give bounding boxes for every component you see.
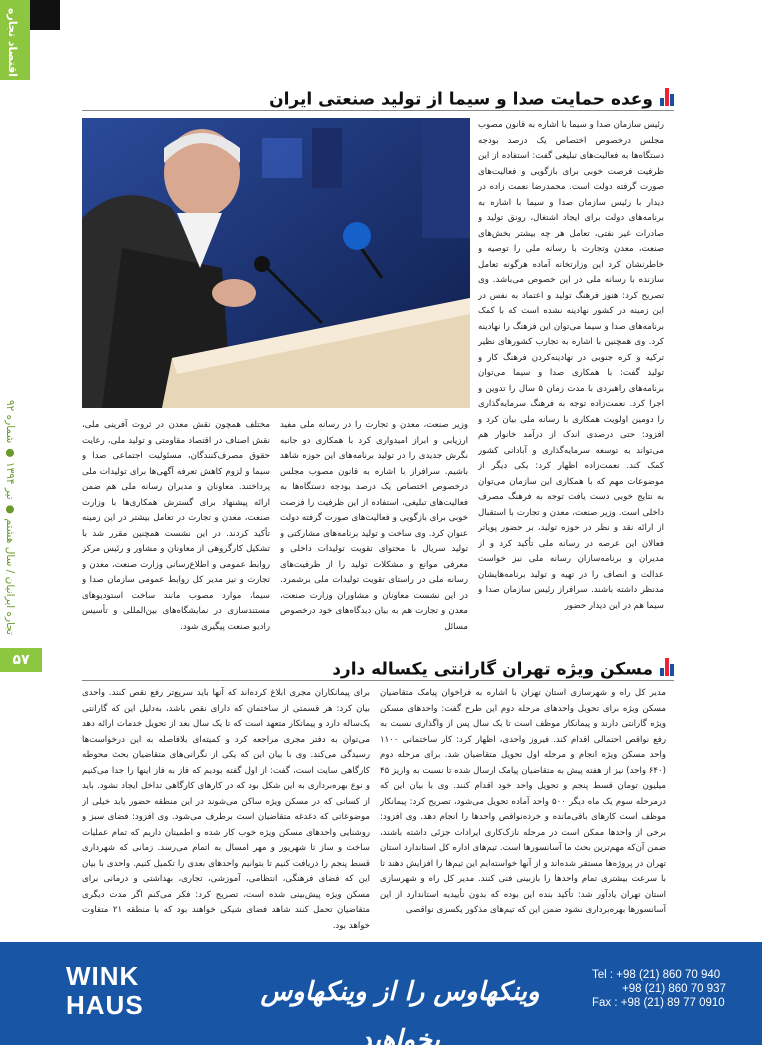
title-divider bbox=[82, 110, 674, 111]
contact-info bbox=[592, 968, 742, 1010]
article1-title: وعده حمایت صدا و سیما از تولید صنعتی ایران bbox=[269, 89, 653, 110]
article1-photo bbox=[82, 118, 470, 408]
article2-column-right: مدیر کل راه و شهرسازی استان تهران با اشاره به فراخوان پیامک متقاضیان مسکن ویژه برای تحویل واحدهای مرحله دوم این طرح گفت: واحدهای مسکن ویژه گارانتی دارند و پیمانکار موظف است تا یک سال پس از واگذاری نسبت به رفع نواقص احتمالی اقدام کند. فیروز واحدی، اظهار کرد: کار ساختمانی ۱۱۰۰ واحد مسکن ویژه انجام و مرحله اول تحویل متقاضیان شد. برای مرحله دوم (۶۴۰ واحد) نیز از هفته پیش به متقاضیان پیامک ارسال شده تا نسبت به واریز ۴۵ میلیون تومان قسط پنجم و تحویل واحد خود اقدام کنند. وی با بیان این که درمرحله سوم یک ماه دیگر ۵۰۰ واحد آماده تحویل می‌شود، تصریح کرد: پیمانکار موظف است کارهای باقی‌مانده و خرده‌نواقص واحدها را انجام دهد. وی افزود: برخی از واحدها ممکن است در مرحله نازک‌کاری ایرادات جزئی داشته باشند، ضمن آن‌که مهم‌ترین بحث ما آسانسورها است. تیم‌های اداره کل استاندارد استان تهران در پروژه‌ها مستقر شده‌اند و از آنها خواسته‌ایم این تیم‌ها را افزایش دهند تا با سرعت بیشتری تمام واحدها را بازبینی فنی کنند. مدیر کل راه و شهرسازی استان تهران یادآور شد: تأکید بنده این بوده که بدون تأییدیه استاندارد از این آسانسورها بهره‌برداری نشود ضمن این که تیم‌های مذکور یکسری نواقصی bbox=[380, 688, 666, 915]
article2-title-row bbox=[332, 658, 674, 681]
article1-title-row bbox=[269, 88, 674, 111]
article1-column-middle: وزیر صنعت، معدن و تجارت را در رسانه ملی مفید ارزیابی و ابراز امیدواری کرد با همکاری دو جانبه نگرش جدیدی را در تولید برنامه‌های این حوزه شاهد باشیم. سرافراز با اشاره به قانون مصوب مجلس درخصوص اختصاص یک درصد بودجه دستگاه‌ها به فعالیت‌های تبلیغی، استفاده از این ظرفیت را فرصت خوبی برای بازگویی و فعالیت‌های صورت گرفته دولت عنوان کرد. وی ساخت و تولید برنامه‌های مشارکتی و تولید سریال با محتوای تقویت تولیدات داخلی و معرفی موانع و مشکلات تولید را از ظرفیت‌های رسانه ملی در راستای تقویت تولیدات ملی برشمرد. در این نشست معاونان و مشاوران وزارت صنعت، معدن و تجارت هم به بیان دیدگاه‌های خود درخصوص مسائل bbox=[280, 420, 468, 632]
article2-column-left: برای پیمانکاران مجری ابلاغ کرده‌اند که آنها باید سریع‌تر رفع نقص کنند. واحدی بیان کرد: هر قسمتی از ساختمان که دارای نقص باشد، به‌دلیل این که گارانتی یک‌ساله دارد و پیمانکار متعهد است که تا یک سال بعد از تحویل خدمات ارائه دهد می‌توان به دفتر مجری مراجعه کرد و کمیته‌ای بلافاصله به این درخواست‌ها رسیدگی می‌کند. وی با بیان این که یکی از نگرانی‌های متقاضیان بحث محوطه کارگاهی سایت است، گفت: از اول گفته بودیم که فاز به فاز اینها را جدا می‌کنیم و نوع بهره‌برداری به این شکل بود که در کارهای کارگاهی تداخل ایجاد نشود. باید از کسانی که در مسکن ویژه ساکن می‌شوند در این منطقه حضور یابد خیلی از موضوعاتی که دغدغه متقاضیان است برطرف می‌شود. وی افزود: فضای سبز و روشنایی واحدهای مسکن ویژه خوب کار شده و اطمینان داریم که تمام عملیات ساخت و ساز تا شهریور و مهر امسال به اتمام می‌رسد. زمانی که شهرداری قسط پنجم را دریافت کنیم تا بتوانیم واحدهای بعدی را تکمیل کنیم. واحدی با بیان این که فضای فرهنگی، انتظامی، آموزشی، تجاری، بهداشتی و درمانی برای مسکن ویژه پیش‌بینی شده است، تصریح کرد: فکر می‌کنم اگر مدت دیگری متقاضیان تحمل کنند شاهد فضای شیکی خواهند بود که با منطقه ۲۱ متفاوت خواهد بود. bbox=[82, 688, 370, 931]
issue-info-text: تجاره ایرانیان / سال هشتم ● تیر ۱۳۹۴ ● شماره ۹۲ bbox=[4, 400, 16, 635]
logo-line1: WINK bbox=[66, 961, 140, 991]
brand-slogan: وینکهاوس را از وینکهاوس بخواهید bbox=[260, 977, 540, 1055]
winkhaus-logo bbox=[66, 962, 156, 1024]
logo-line2: HAUS bbox=[66, 990, 144, 1020]
article2-title: مسکن ویژه تهران گارانتی یکساله دارد bbox=[332, 659, 653, 680]
issue-info-strip bbox=[4, 400, 32, 640]
phone-number-2: +98 (21) 860 70 937 bbox=[622, 983, 726, 995]
section-tab bbox=[0, 0, 30, 80]
phone-number: Tel : +98 (21) 860 70 940 bbox=[592, 969, 721, 981]
section-tab-label: اقتصاد تجاره bbox=[6, 8, 19, 77]
section-tab-corner bbox=[30, 0, 60, 30]
article1-column-right: رئیس سازمان صدا و سیما با اشاره به قانون مصوب مجلس درخصوص اختصاص یک درصد بودجه دستگاه‌ها به فعالیت‌های تبلیغی گفت: استفاده از این ظرفیت فرصت خوبی برای بازگویی و فعالیت‌های صورت گرفته دولت است. محمدرضا نعمت زاده در دیدار با رئیس سازمان صدا و سیما با اشاره به برنامه‌های دولت برای ایجاد اشتغال، رونق تولید و صادرات غیر نفتی، تعامل هر چه بیشتر بخش‌های صنعت، معدن وتجارت با رسانه ملی را توصیه و خاطرنشان کرد این وزارتخانه آماده هرگونه تعامل سازنده با رسانه ملی در این خصوص می‌باشد. وی تصریح کرد: هنوز فرهنگ تولید و اعتماد به نفس در این زمینه در کشور نهادینه نشده است که با کمک برنامه‌های صدا و سیما می‌توان این فرهنگ را نهادینه کرد. وی همچنین با اشاره به تجارب کشورهای نظیر ترکیه و کره جنوبی در نهادینه‌کردن فرهنگ کار و تولید گفت: با همکاری صدا و سیما می‌توان برنامه‌های راهبردی با مدت زمان ۵ سال را تدوین و اجرا کرد. نعمت‌زاده توجه به فرهنگ سرمایه‌گذاری را دومین اولویت همکاری با رسانه ملی بیان کرد و افزود: حتی درصدی اندک از درآمد خانوار هم می‌تواند به توسعه سرمایه‌گذاری و آبادانی کشور کمک کند. نعمت‌زاده اظهار کرد: یکی دیگر از موضوعات مهم که با همکاری این سازمان می‌توان به نتایج خوبی دست یافت توجه به فرهنگ مصرف داخلی است. وزیر صنعت، معدن و تجارت با استقبال از ارائه نقد و نظر در حوزه تولید، بر حضور پویاتر فعالان این عرصه در رسانه ملی تأکید کرد و از مدیران و برنامه‌سازان رسانه ملی نیز خواست عدالت و انصاف را در تهیه و تولید برنامه‌هایشان مدنظر داشته باشند. سرافراز رئیس سازمان صدا و سیما هم در این دیدار حضور bbox=[478, 120, 664, 611]
article1-column-left: مختلف همچون نقش معدن در ثروت آفرینی ملی، نقش اصناف در اقتصاد مقاومتی و تولید ملی، رعایت حقوق مصرف‌کنندگان، مسئولیت اجتماعی صدا و سیما و لزوم کاهش تعرفه آگهی‌ها برای تولیدات ملی پرداختند. معاونان و مدیران رسانه ملی هم ضمن ارائه پیشنهاد برای گسترش همکاری‌ها با وزارت صنعت، معدن و تجارت در تعامل بیشتر در این زمینه تأکید کردند. در این نشست همچنین مقرر شد با تشکیل کارگروهی از معاونان و مشاور و رئیس مرکز روابط عمومی و اطلاع‌رسانی وزارت صنعت، معدن و تجارت و نیز مدیر کل روابط عمومی سازمان صدا و سیما، موارد مصوب مانند ساخت استودیوهای مستندسازی در نمایشگاه‌های بین‌المللی و تأسیس رادیو صنعت پیگیری شود. bbox=[82, 420, 270, 632]
bar-chart-icon bbox=[659, 88, 674, 111]
bar-chart-icon bbox=[659, 658, 674, 681]
title-divider bbox=[82, 680, 674, 681]
page-number: ۵۷ bbox=[0, 648, 42, 672]
fax-number: Fax : +98 (21) 89 77 0910 bbox=[592, 997, 725, 1009]
speaker-at-podium-image bbox=[82, 118, 470, 408]
